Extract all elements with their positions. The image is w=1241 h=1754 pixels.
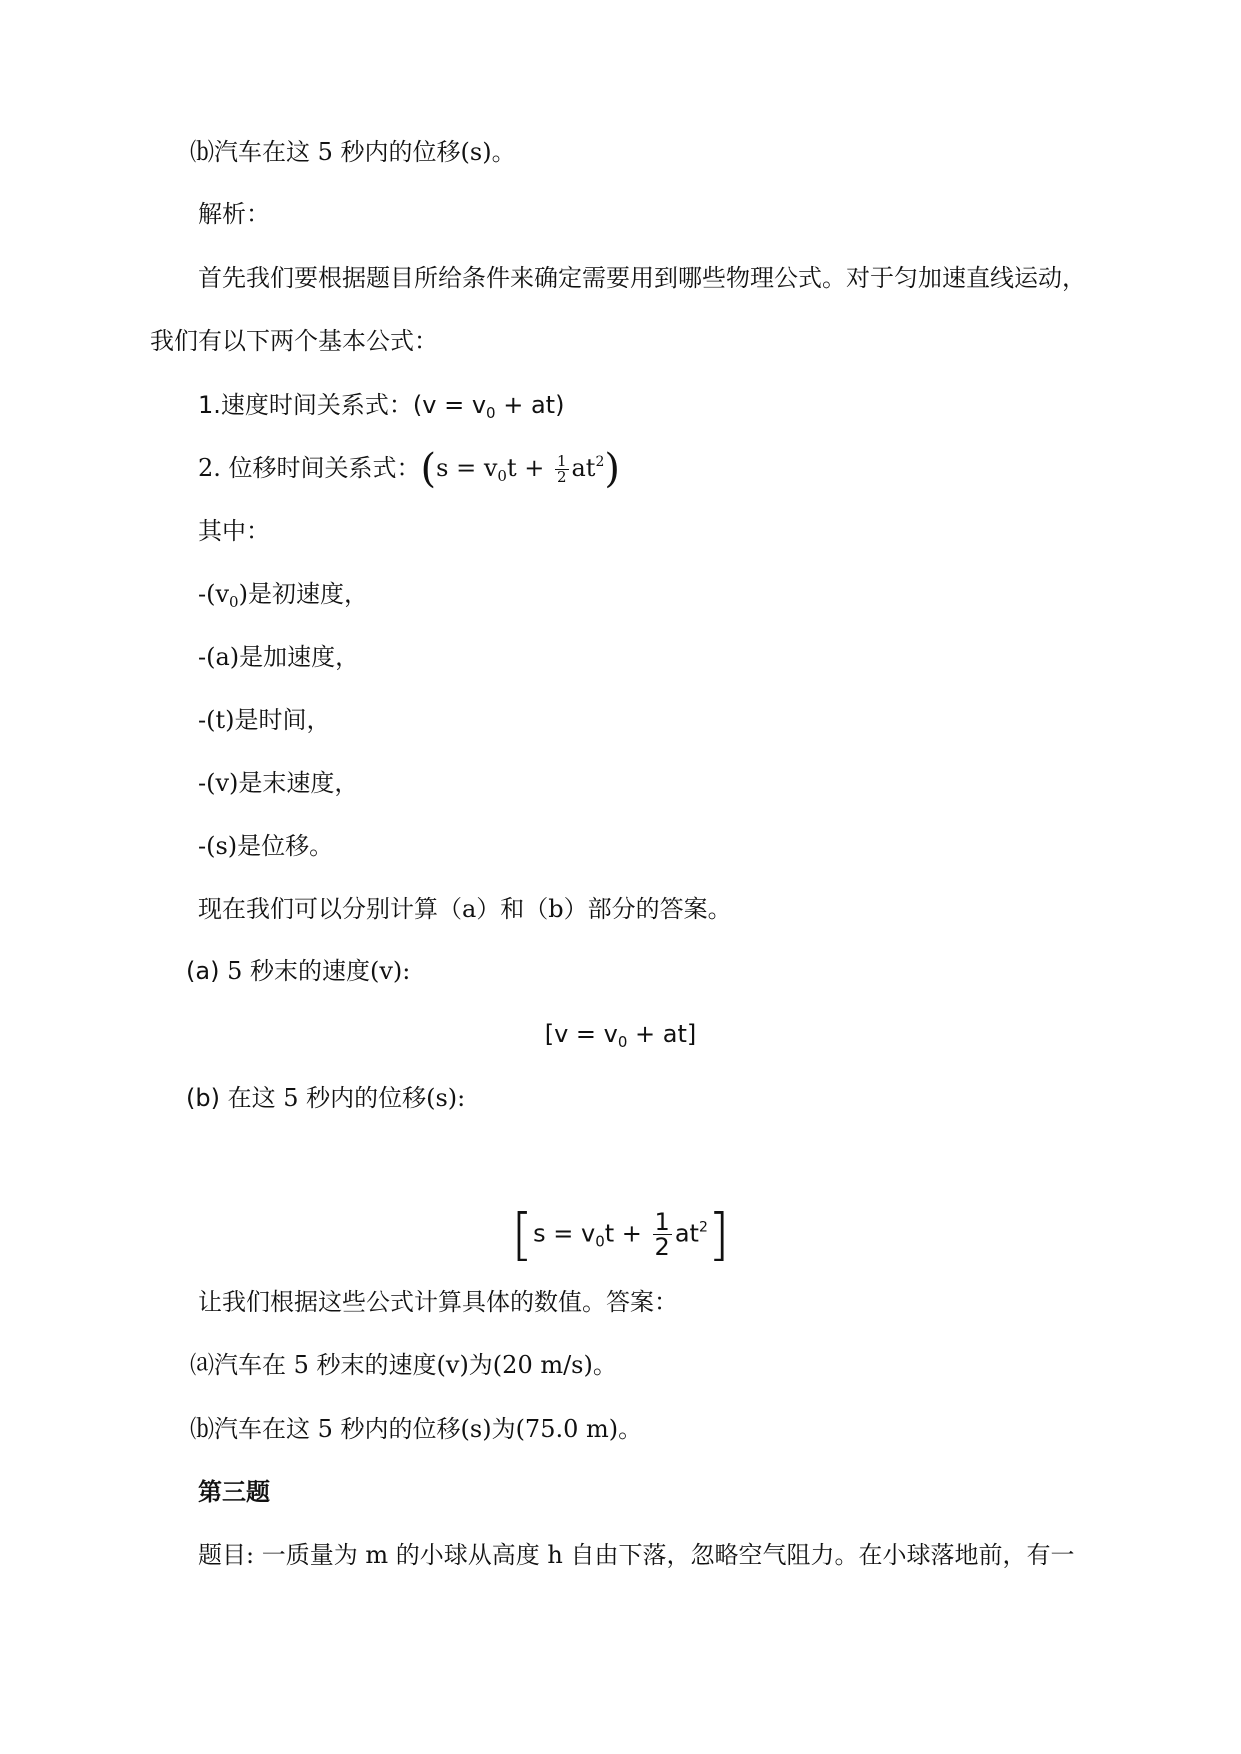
section-title: 第三题 xyxy=(198,1477,270,1506)
intro-paragraph-line-2: 我们有以下两个基本公式： xyxy=(150,327,438,355)
formula-2-line xyxy=(198,446,620,492)
part-b-fraction: $\frac{1}{2}$ xyxy=(654,1208,670,1261)
formula-2-fraction: $\frac{1}{2}$ xyxy=(556,452,567,486)
variable-s: -(s)是位移。 xyxy=(198,832,334,860)
part-a-equation: $[v = v_0 + at]$ xyxy=(544,1020,697,1051)
variable-v0: $-(v_0)$是初速度， xyxy=(198,580,368,611)
variable-t: -(t)是时间， xyxy=(198,706,331,734)
now-calc-text: 现在我们可以分别计算（a）和（b）部分的答案。 xyxy=(198,895,732,923)
problem-3-text: 题目: 一质量为 m 的小球从高度 h 自由下落，忽略空气阻力。在小球落地前，有一 xyxy=(198,1541,1075,1569)
where-label: 其中： xyxy=(198,517,270,545)
formula-1-line xyxy=(198,389,564,421)
formula-2-label: 2. 位移时间关系式： xyxy=(198,454,421,482)
variable-v: -(v)是末速度， xyxy=(198,769,359,797)
formula-1-expression: $(v = v_0 + at)$ xyxy=(412,391,565,422)
part-a-label: (a) 5 秒末的速度(v): xyxy=(186,957,411,985)
calc-intro-text: 让我们根据这些公式计算具体的数值。答案： xyxy=(198,1288,678,1316)
formula-1-label: 1.速度时间关系式： xyxy=(198,391,413,419)
answer-a-text: ⒜汽车在 5 秒末的速度(v)为(20 m/s)。 xyxy=(190,1351,617,1379)
answer-b-text: ⒝汽车在这 5 秒内的位移(s)为(75.0 m)。 xyxy=(190,1415,643,1443)
analysis-label: 解析： xyxy=(198,200,270,228)
part-b-label: (b) 在这 5 秒内的位移(s): xyxy=(186,1084,466,1112)
variable-a: -(a)是加速度， xyxy=(198,643,360,671)
intro-paragraph-line-1: 首先我们要根据题目所给条件来确定需要用到哪些物理公式。对于匀加速直线运动， xyxy=(198,264,1086,292)
part-b-equation: [$s = v_0t$ + $\frac{1}{2}$ $at^2$] xyxy=(511,1202,730,1268)
question-b-text: ⒝汽车在这 5 秒内的位移(s)。 xyxy=(190,138,516,166)
formula-2-expression: ($s = v_0t$ + $\frac{1}{2}$ $at^2$) xyxy=(420,446,620,492)
